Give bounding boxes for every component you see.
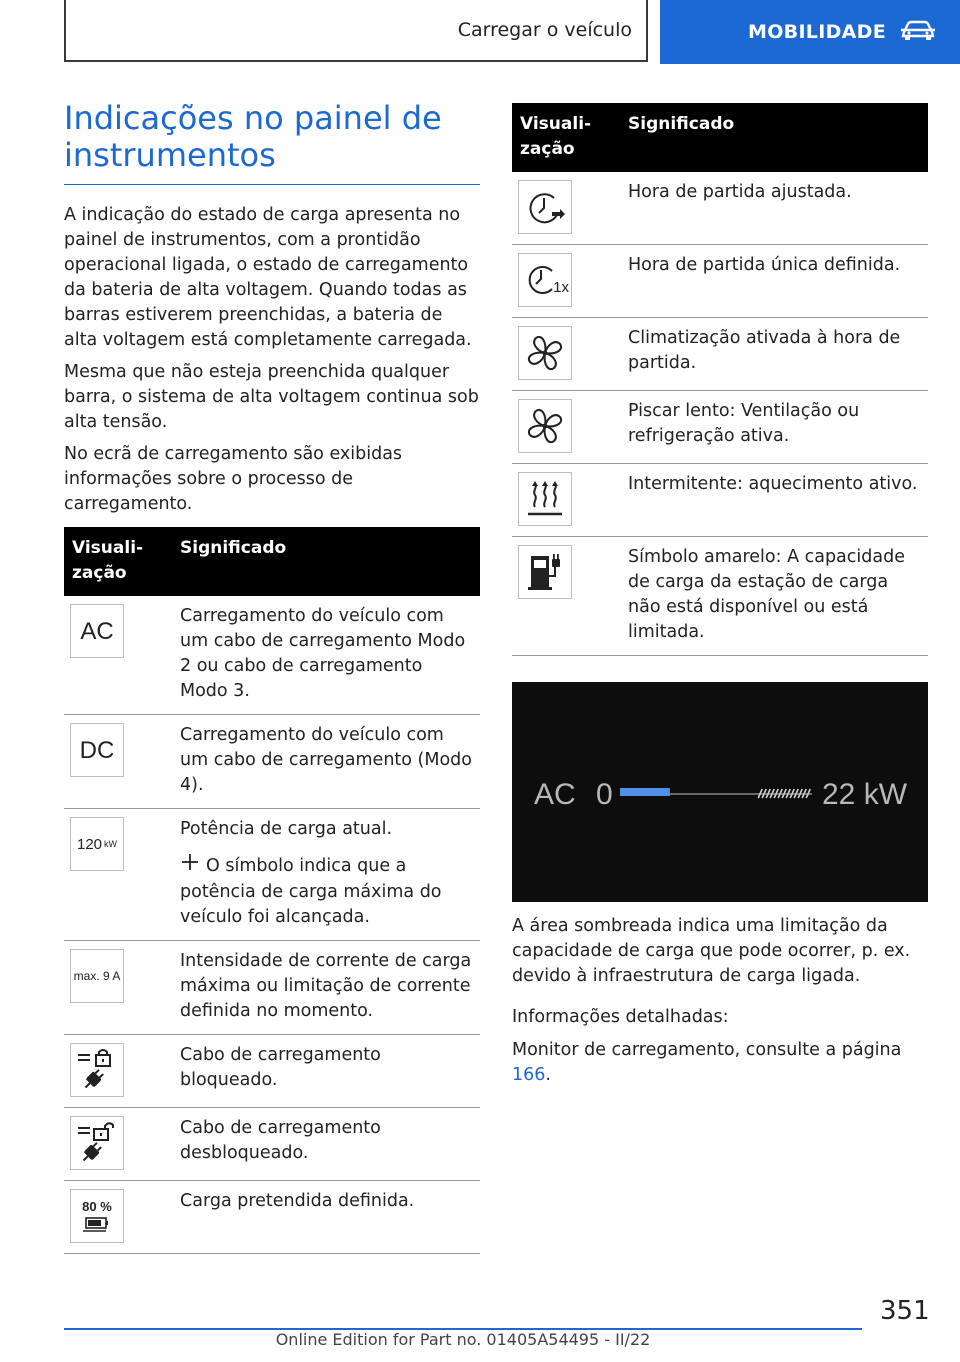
intro-text [64,203,480,517]
page-number: 351 [880,1296,930,1326]
table-row [512,318,928,391]
table-row [64,809,480,941]
intro-paragraph: No ecrã de carregamento são exibidas informações sobre o processo de carregamento. [64,444,403,514]
table-row [64,1035,480,1108]
table-row [64,941,480,1035]
departure-time-icon [518,180,572,234]
more-info-text: Monitor de carregamento, consulte a página 166. [512,1040,902,1085]
indicator-table-left [64,527,480,1254]
meaning-note [180,852,472,930]
table-row [512,391,928,464]
meaning-text: Potência de carga atual. [180,819,393,839]
note-text: O símbolo indica que a potência de carga máxima do veículo foi alcançada. [180,856,442,927]
left-column [64,100,480,1254]
section-heading: Indicações no painel de instrumentos [64,100,480,185]
ac-text-icon: AC [70,604,124,658]
cable-unlocked-icon [70,1116,124,1170]
meaning-cell: Símbolo amarelo: A capacidade de carga da estação de carga não está disponível ou está limitada. [620,537,928,656]
meaning-cell [172,809,480,941]
page-reference-link[interactable]: 166 [512,1065,546,1085]
display-max-label: 22 kW [822,778,908,811]
intro-paragraph: Mesma que não esteja preenchida qualquer barra, o sistema de alta voltagem continua sob alta tensão. [64,362,479,432]
meaning-cell: Carregamento do veículo com um cabo de carregamento Modo 2 ou cabo de carregamento Modo 3. [172,596,480,715]
chapter-tab[interactable] [660,0,960,64]
charging-station-icon [518,545,572,599]
meaning-cell: Intensidade de corrente de carga máxima ou limitação de corrente definida no momento. [172,941,480,1035]
column-header-meaning: Significado [620,103,928,172]
meaning-cell: Hora de partida ajustada. [620,172,928,245]
more-info [512,1005,928,1088]
meaning-cell: Climatização ativada à hora de partida. [620,318,928,391]
meaning-cell: Cabo de carregamento bloqueado. [172,1035,480,1108]
table-row [512,537,928,656]
meaning-cell: Hora de partida única definida. [620,245,928,318]
charging-display-image [512,682,928,902]
max-current-icon: max. 9 A [70,949,124,1003]
car-icon [900,18,936,47]
kw-text-icon: 120 kW [70,817,124,871]
column-header-display: Visuali-zação [512,103,620,172]
column-header-display: Visuali-zação [64,527,172,596]
meaning-cell: Carga pretendida definida. [172,1181,480,1254]
table-row [512,172,928,245]
right-column [512,103,928,1088]
table-row [512,464,928,537]
table-row [64,1181,480,1254]
dc-text-icon: DC [70,723,124,777]
meaning-cell: Piscar lento: Ventilação ou refrigeração ativa. [620,391,928,464]
departure-once-icon: 1x [518,253,572,307]
intro-paragraph: A indicação do estado de carga apresenta no painel de instrumentos, com a prontidão operacional ligada, o estado de carregamento da bateria de alta voltagem. Quando todas as barras estiverem preenchidas, a bateria de alta voltagem está completamente carregada. [64,205,472,350]
more-info-label: Informações detalhadas: [512,1007,729,1027]
image-caption: A área sombreada indica uma limitação da capacidade de carga que pode ocorrer, p. ex. devido à infraestrutura de carga ligada. [512,916,911,986]
fan-icon [518,326,572,380]
meaning-cell: Carregamento do veículo com um cabo de carregamento (Modo 4). [172,715,480,809]
display-fill-bar [620,788,670,796]
meaning-cell: Cabo de carregamento desbloqueado. [172,1108,480,1181]
table-row [64,715,480,809]
chapter-title: MOBILIDADE [748,21,887,43]
footer-edition: Online Edition for Part no. 01405A54495 - II/22 [275,1330,651,1349]
section-title: Carregar o veículo [457,19,632,41]
running-header-section [64,0,648,62]
indicator-table-right [512,103,928,656]
display-mode-label: AC [534,778,576,811]
cable-locked-icon [70,1043,124,1097]
target-charge-icon: 80 % [70,1189,124,1243]
meaning-cell: Intermitente: aquecimento ativo. [620,464,928,537]
column-header-meaning: Significado [172,527,480,596]
fan-icon [518,399,572,453]
table-row [64,596,480,715]
display-min-label: 0 [596,778,613,811]
plus-icon [180,852,200,880]
table-row [64,1108,480,1181]
table-row [512,245,928,318]
heating-icon [518,472,572,526]
